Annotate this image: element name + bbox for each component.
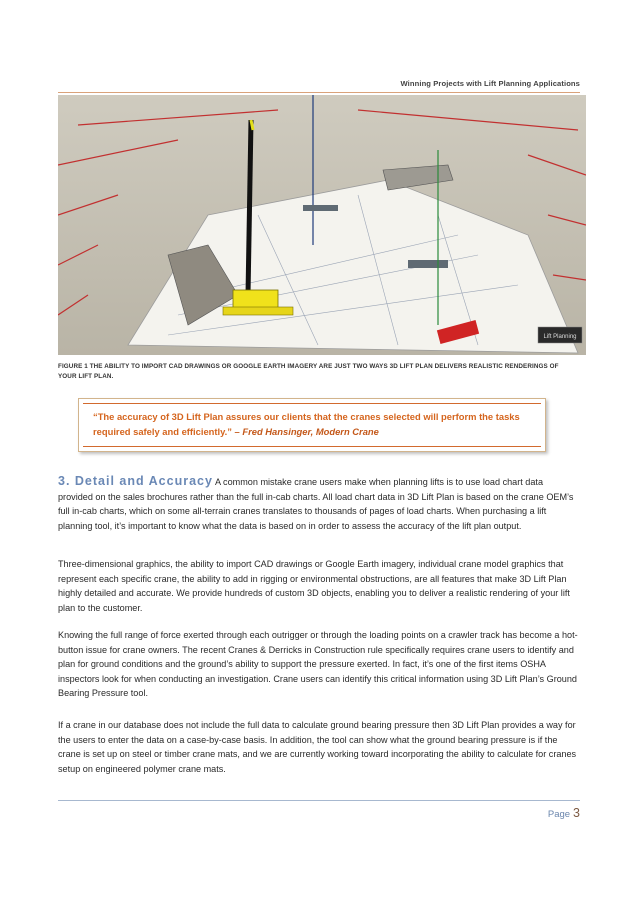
paragraph-1-text: A common mistake crane users make when planning lifts is to use load chart data provided on the sales brochures rather than the full in-cab charts. All load chart data in 3D Lift Plan is based on the crane OEM’s full in-cab charts, which on some all-terrain cranes translates to thousands of pages of load charts. When purchasing a lift planning tool, it’s important to know what the data is based on in order to assess the accuracy of the lift plan output. <box>58 477 574 531</box>
spreader-bar <box>303 205 338 211</box>
quote-attribution: – Fred Hansinger, Modern Crane <box>234 426 379 437</box>
watermark-text: Lift Planning <box>543 334 577 340</box>
paragraph-2: Three-dimensional graphics, the ability to import CAD drawings or Google Earth imagery, individual crane model graphics that represent each specific crane, the ability to add in rigging or environmental obstructions, are all features that make 3D Lift Plan highly detailed and accurate. We provide hundreds of custom 3D objects, enabling you to deliver a realistic rendering of your lift plan to the customer. <box>58 559 570 613</box>
quote-body: “The accuracy of 3D Lift Plan assures our clients that the cranes selected will perform the tasks required safely and efficiently.” <box>93 411 520 437</box>
running-header: Winning Projects with Lift Planning Applications <box>400 79 580 88</box>
paragraph-1 <box>58 474 578 533</box>
page-footer <box>548 806 580 820</box>
quote-text <box>93 409 533 439</box>
header-divider <box>58 92 580 93</box>
page-number: 3 <box>573 806 580 820</box>
page-label: Page <box>547 809 571 820</box>
figure-caption: FIGURE 1 THE ABILITY TO IMPORT CAD DRAWINGS OR GOOGLE EARTH IMAGERY ARE JUST TWO WAYS 3D LIFT PLAN DELIVERS REALISTIC RENDERINGS OF YOUR LIFT PLAN. <box>58 363 559 380</box>
section-title: 3. Detail and Accuracy <box>58 474 213 488</box>
crane-boom <box>248 120 251 295</box>
paragraph-3: Knowing the full range of force exerted through each outrigger or through the loading points on a crawler track has become a hot-button issue for crane owners. The recent Cranes & Derricks in Construction rule specifically requires crane users to identify and plan for ground conditions and the ground’s ability to support the pressure exerted. In fact, it’s one of the first items OSHA inspectors look for when conducting an investigation. Crane users can identify this critical information using 3D Lift Plan’s Ground Bearing Pressure tool. <box>58 630 578 699</box>
footer-divider <box>58 800 580 801</box>
figure-image <box>58 95 586 355</box>
paragraph-4: If a crane in our database does not include the full data to calculate ground bearing pressure then 3D Lift Plan provides a way for the users to enter the data on a case-by-case basis. In addition, the tool can show what the ground bearing pressure is if the crane is set up on steel or timber crane mats, and we are currently working toward incorporating the ability to calculate for cranes setup on engineered polymer crane mats. <box>58 720 577 774</box>
pull-quote <box>78 398 546 452</box>
